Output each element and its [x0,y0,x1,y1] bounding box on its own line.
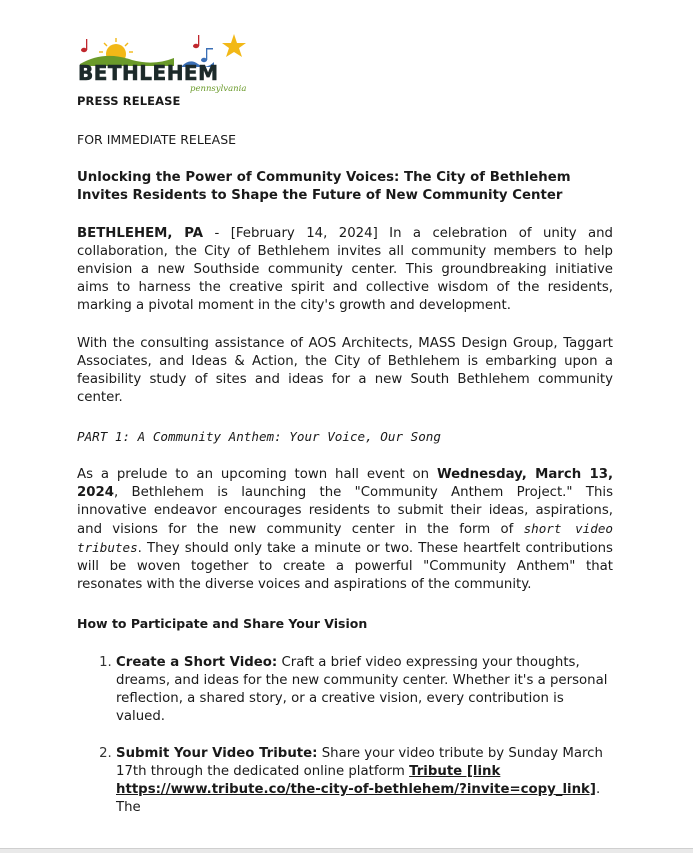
for-immediate-release: FOR IMMEDIATE RELEASE [77,132,237,147]
svg-text:BETHLEHEM: BETHLEHEM [78,61,219,85]
step-text-after: . The [116,782,601,815]
part1-heading: PART 1: A Community Anthem: Your Voice, Our Song [77,429,441,444]
dateline: BETHLEHEM, PA [77,226,204,241]
short-video-tributes: short video tributes [77,521,613,555]
step-text: Share your video tribute by Sunday March 17th through the dedicated online platform [116,746,603,779]
participation-steps [77,654,613,817]
step-title: Submit Your Video Tribute: [116,746,318,761]
anthem-paragraph [77,466,613,594]
headline: Unlocking the Power of Community Voices: The City of Bethlehem Invites Residents to Shape the Future of New Community Center [77,170,571,203]
press-release-label: PRESS RELEASE [77,94,181,108]
step-item [116,654,613,726]
step-item [116,745,613,817]
intro-text: [February 14, 2024] In a celebration of unity and collaboration, the City of Bethlehem invites all community members to help envision a new Southside community center. This groundbreaking initiative aims to harness the creative spirit and collective wisdom of the residents, marking a pivotal moment in the city's growth and development. [77,226,613,313]
intro-paragraph [77,225,613,315]
tribute-link[interactable]: Tribute [link https://www.tribute.co/the-city-of-bethlehem/?invite=copy_link] [116,764,596,797]
svg-text:pennsylvania: pennsylvania [190,84,247,94]
step-title: Create a Short Video: [116,655,278,670]
anthem-tail: . They should only take a minute or two. These heartfelt contributions will be woven together to create a powerful "Community Anthem" that resonates with the diverse voices and aspirations of the community. [77,541,613,592]
howto-heading: How to Participate and Share Your Vision [77,616,368,631]
dateline-separator: - [203,226,231,241]
anthem-mid: , Bethlehem is launching the "Community Anthem Project." This innovative endeavor encourages residents to submit their ideas, aspirations, and visions for the new community center in the form of [77,485,613,537]
page-edge [0,848,693,853]
step-text: Craft a brief video expressing your thoughts, dreams, and ideas for the new community center. Whether it's a personal reflection, a shared story, or a creative vision, every contribution is valued. [116,655,608,724]
consulting-paragraph: With the consulting assistance of AOS Architects, MASS Design Group, Taggart Associates, and Ideas & Action, the City of Bethlehem is embarking upon a feasibility study of sites and ideas for a new South Bethlehem community center. [77,336,613,405]
bethlehem-logo [74,30,254,96]
anthem-lead: As a prelude to an upcoming town hall event on [77,467,437,482]
press-release-body [77,92,613,836]
town-hall-date: Wednesday, March 13, 2024 [77,467,614,500]
